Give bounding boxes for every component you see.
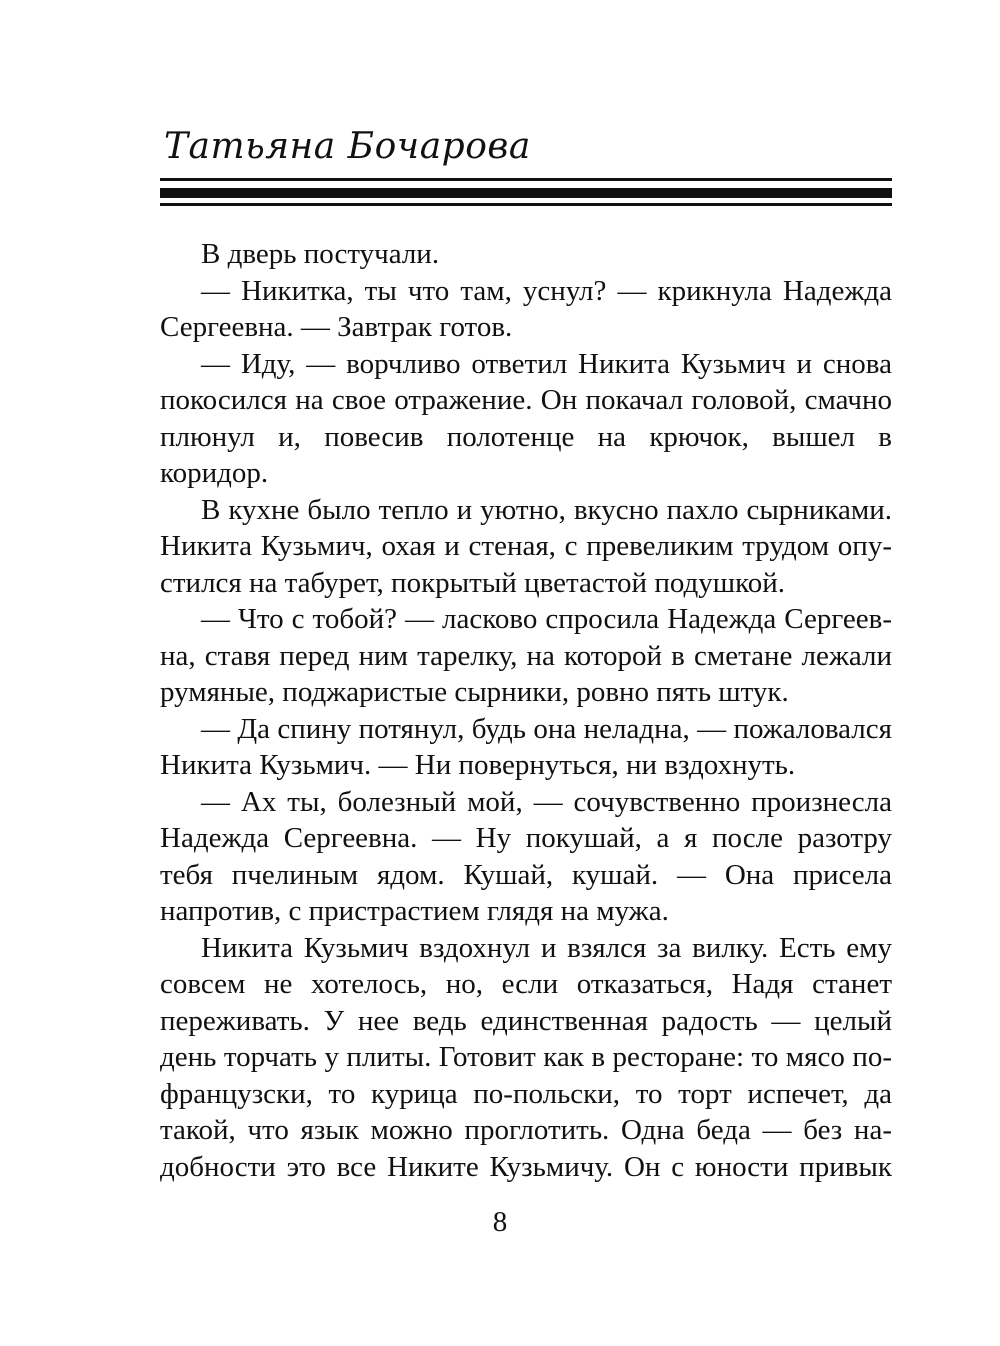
running-head bbox=[160, 122, 892, 172]
page-number: 8 bbox=[492, 1206, 508, 1238]
header-rule-thin-bottom bbox=[160, 203, 892, 206]
paragraph: В дверь постучали. bbox=[201, 238, 440, 270]
paragraph: — Да спину потянул, будь она неладна, — пожаловался Никита Кузьмич. — Ни повернуться, ни вздохнуть. bbox=[160, 712, 892, 781]
paragraph: — Ах ты, болезный мой, — сочувственно произнесла Надежда Сергеевна. — Ну покушай, а я после разотру тебя пчелиным ядом. Кушай, кушай. — Она присела напротив, с пристрастием глядя на мужа. bbox=[160, 785, 892, 927]
paragraph: — Никитка, ты что там, уснул? — крикнула Надежда Сергеевна. — Завтрак готов. bbox=[160, 274, 892, 343]
paragraph: — Что с тобой? — ласково спросила Надежда Сергеевна, ставя перед ним тарелку, на которой в сметане лежали румяные, поджаристые сырники, ровно пять штук. bbox=[160, 603, 892, 708]
header-rule-thick bbox=[160, 188, 892, 198]
author-name: Татьяна Бочарова bbox=[164, 126, 531, 167]
header-rule-thin-top bbox=[160, 178, 892, 181]
body-text bbox=[160, 236, 892, 1185]
paragraph: — Иду, — ворчливо ответил Никита Кузьмич и снова покосился на свое отражение. Он покачал головой, смачно плюнул и, повесив полотенце на крючок, вышел в коридор. bbox=[160, 347, 892, 489]
paragraph: Никита Кузьмич вздохнул и взялся за вилку. Есть ему совсем не хотелось, но, если отказаться, Надя станет переживать. У нее ведь единственная радость — целый день торчать у плиты. Готовит как в ресторане: то мясо по-французски, то курица по-польски, то торт испечет, да такой, что язык можно проглотить. Одна беда — без надобности это все Никите Кузьмичу. Он с юности привык bbox=[160, 931, 892, 1183]
paragraph: В кухне было тепло и уютно, вкусно пахло сырниками. Никита Кузьмич, охая и стеная, с превеликим трудом опустился на табурет, покрытый цветастой подушкой. bbox=[160, 493, 892, 599]
